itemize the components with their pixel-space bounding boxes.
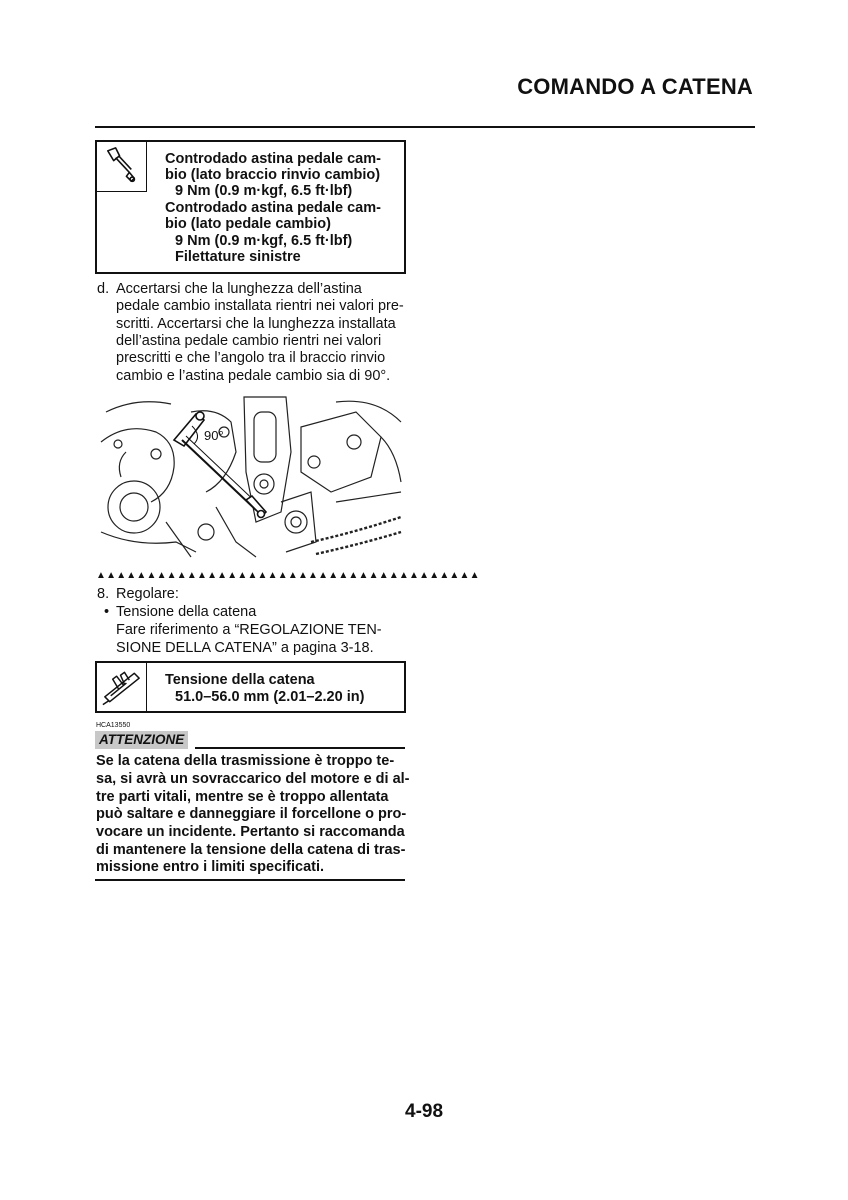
chain-spec-value: 51.0–56.0 mm (2.01–2.20 in) (175, 689, 365, 705)
page-number: 4-98 (405, 1101, 444, 1122)
page-header-title: COMANDO A CATENA (517, 74, 753, 99)
torque-spec-value: 9 Nm (0.9 m·kgf, 6.5 ft·lbf) (175, 233, 353, 249)
caution-text-line: sa, si avrà un sovraccarico del motore e di al- (96, 771, 410, 787)
torque-spec-line: Controdado astina pedale cam- (165, 200, 381, 216)
torque-spec-line: bio (lato braccio rinvio cambio) (165, 167, 381, 183)
angle-label: 90° (204, 428, 224, 443)
step-8-reference: Fare riferimento a “REGOLAZIONE TEN- (116, 622, 382, 638)
step-d-line: scritti. Accertarsi che la lunghezza installata (116, 316, 396, 332)
step-8-item: Tensione della catena (116, 604, 257, 620)
torque-spec-note: Filettature sinistre (175, 249, 301, 265)
step-8-reference: SIONE DELLA CATENA” a pagina 3-18. (116, 640, 374, 656)
step-d-line: dell’astina pedale cambio rientri nei valori (116, 333, 382, 349)
step-d-line: Accertarsi che la lunghezza dell’astina (116, 281, 362, 297)
torque-spec-box (95, 140, 406, 274)
caution-text-line: può saltare e danneggiare il forcellone o pro- (96, 806, 407, 822)
caution-text-line: missione entro i limiti specificati. (96, 859, 325, 875)
torque-spec-line: Controdado astina pedale cam- (165, 151, 381, 167)
caution-text-line: vocare un incidente. Pertanto si raccomanda (96, 824, 405, 840)
step-8-marker: 8. (97, 586, 110, 602)
caliper-icon (97, 663, 147, 711)
caution-header-rule (195, 747, 405, 749)
caution-label: ATTENZIONE (95, 731, 188, 749)
section-end-separator: ▲▲▲▲▲▲▲▲▲▲▲▲▲▲▲▲▲▲▲▲▲▲▲▲▲▲▲▲▲▲▲▲▲▲▲▲▲▲ (96, 570, 480, 581)
torque-spec-value: 9 Nm (0.9 m·kgf, 6.5 ft·lbf) (175, 183, 353, 199)
step-d-marker: d. (97, 281, 110, 297)
bullet-marker: • (104, 604, 110, 620)
caution-text-line: tre parti vitali, mentre se è troppo allentata (96, 789, 389, 805)
step-8-title: Regolare: (116, 586, 179, 602)
step-d-line: prescritti e che l’angolo tra il braccio rinvio (116, 350, 386, 366)
caution-text-line: Se la catena della trasmissione è troppo te- (96, 753, 395, 769)
torque-wrench-icon (97, 142, 147, 192)
step-d-line: cambio e l’astina pedale cambio sia di 90°. (116, 368, 391, 384)
shift-rod-illustration (96, 392, 406, 560)
chain-spec-label: Tensione della catena (165, 672, 315, 688)
caution-bottom-rule (95, 879, 405, 881)
caution-text-line: di mantenere la tensione della catena di tras- (96, 842, 406, 858)
torque-spec-line: bio (lato pedale cambio) (165, 216, 331, 232)
header-divider (95, 126, 755, 128)
step-d-line: pedale cambio installata rientri nei valori pre- (116, 298, 404, 314)
caution-code: HCA13550 (96, 722, 131, 729)
chain-tension-spec-box (95, 661, 406, 713)
